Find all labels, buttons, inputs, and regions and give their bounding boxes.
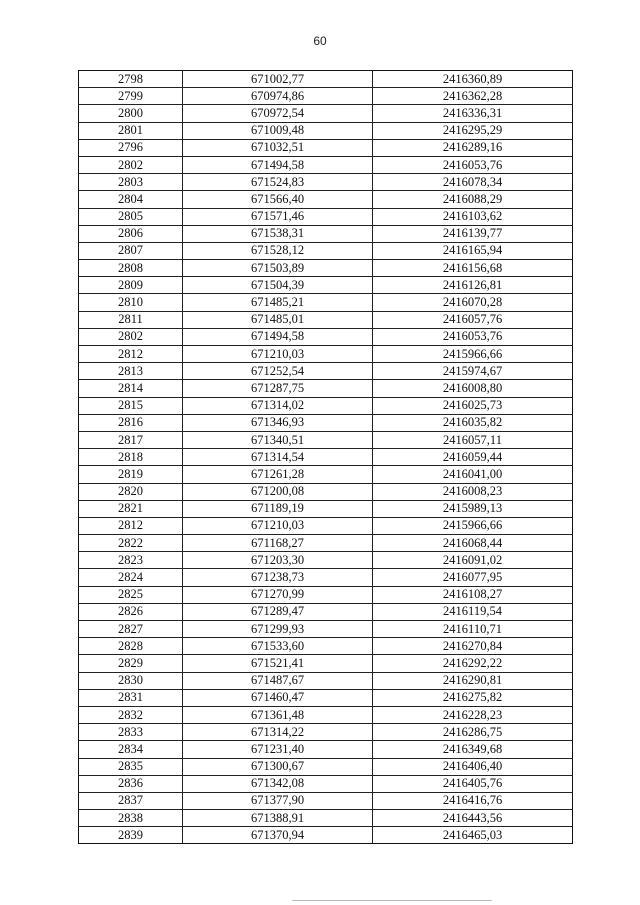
table-row (79, 380, 573, 397)
point-number-cell: 2836 (79, 775, 183, 792)
point-number-cell: 2835 (79, 758, 183, 775)
table-row (79, 741, 573, 758)
table-row (79, 689, 573, 706)
y-coordinate-cell: 2416057,11 (373, 431, 573, 448)
y-coordinate-cell: 2416091,02 (373, 552, 573, 569)
point-number-cell: 2837 (79, 792, 183, 809)
x-coordinate-cell: 671524,83 (183, 174, 373, 191)
table-row (79, 552, 573, 569)
y-coordinate-cell: 2416289,16 (373, 139, 573, 156)
x-coordinate-cell: 671521,41 (183, 655, 373, 672)
x-coordinate-cell: 671238,73 (183, 569, 373, 586)
y-coordinate-cell: 2416228,23 (373, 706, 573, 723)
y-coordinate-cell: 2416443,56 (373, 810, 573, 827)
point-number-cell: 2799 (79, 88, 183, 105)
x-coordinate-cell: 671494,58 (183, 328, 373, 345)
x-coordinate-cell: 671504,39 (183, 277, 373, 294)
table-row (79, 208, 573, 225)
point-number-cell: 2825 (79, 586, 183, 603)
y-coordinate-cell: 2416275,82 (373, 689, 573, 706)
x-coordinate-cell: 671300,67 (183, 758, 373, 775)
y-coordinate-cell: 2416126,81 (373, 277, 573, 294)
point-number-cell: 2811 (79, 311, 183, 328)
y-coordinate-cell: 2416290,81 (373, 672, 573, 689)
y-coordinate-cell: 2416360,89 (373, 71, 573, 88)
table-row (79, 174, 573, 191)
x-coordinate-cell: 671388,91 (183, 810, 373, 827)
x-coordinate-cell: 670974,86 (183, 88, 373, 105)
table-row (79, 621, 573, 638)
point-number-cell: 2832 (79, 706, 183, 723)
point-number-cell: 2803 (79, 174, 183, 191)
x-coordinate-cell: 671261,28 (183, 466, 373, 483)
point-number-cell: 2810 (79, 294, 183, 311)
table-row (79, 655, 573, 672)
x-coordinate-cell: 671002,77 (183, 71, 373, 88)
point-number-cell: 2814 (79, 380, 183, 397)
table-row (79, 122, 573, 139)
page-number: 60 (313, 34, 327, 48)
point-number-cell: 2812 (79, 517, 183, 534)
table-row (79, 500, 573, 517)
x-coordinate-cell: 671533,60 (183, 638, 373, 655)
y-coordinate-cell: 2416041,00 (373, 466, 573, 483)
point-number-cell: 2829 (79, 655, 183, 672)
x-coordinate-cell: 671009,48 (183, 122, 373, 139)
x-coordinate-cell: 671342,08 (183, 775, 373, 792)
y-coordinate-cell: 2416465,03 (373, 827, 573, 844)
table-row (79, 810, 573, 827)
y-coordinate-cell: 2416286,75 (373, 724, 573, 741)
table-row (79, 139, 573, 156)
x-coordinate-cell: 671494,58 (183, 156, 373, 173)
table-row (79, 517, 573, 534)
x-coordinate-cell: 671287,75 (183, 380, 373, 397)
point-number-cell: 2813 (79, 363, 183, 380)
x-coordinate-cell: 671314,02 (183, 397, 373, 414)
x-coordinate-cell: 671231,40 (183, 741, 373, 758)
x-coordinate-cell: 671566,40 (183, 191, 373, 208)
point-number-cell: 2805 (79, 208, 183, 225)
point-number-cell: 2802 (79, 328, 183, 345)
x-coordinate-cell: 671210,03 (183, 517, 373, 534)
coordinates-table-body (79, 71, 573, 844)
y-coordinate-cell: 2416008,80 (373, 380, 573, 397)
y-coordinate-cell: 2416059,44 (373, 449, 573, 466)
x-coordinate-cell: 671210,03 (183, 346, 373, 363)
y-coordinate-cell: 2416108,27 (373, 586, 573, 603)
table-row (79, 105, 573, 122)
y-coordinate-cell: 2416336,31 (373, 105, 573, 122)
y-coordinate-cell: 2416077,95 (373, 569, 573, 586)
x-coordinate-cell: 671270,99 (183, 586, 373, 603)
coordinates-table (78, 70, 573, 844)
point-number-cell: 2824 (79, 569, 183, 586)
table-row (79, 431, 573, 448)
point-number-cell: 2802 (79, 156, 183, 173)
point-number-cell: 2821 (79, 500, 183, 517)
y-coordinate-cell: 2416035,82 (373, 414, 573, 431)
table-row (79, 586, 573, 603)
table-row (79, 775, 573, 792)
x-coordinate-cell: 671032,51 (183, 139, 373, 156)
point-number-cell: 2816 (79, 414, 183, 431)
x-coordinate-cell: 671538,31 (183, 225, 373, 242)
y-coordinate-cell: 2416053,76 (373, 328, 573, 345)
point-number-cell: 2809 (79, 277, 183, 294)
y-coordinate-cell: 2416349,68 (373, 741, 573, 758)
x-coordinate-cell: 671571,46 (183, 208, 373, 225)
table-row (79, 603, 573, 620)
point-number-cell: 2804 (79, 191, 183, 208)
y-coordinate-cell: 2415966,66 (373, 346, 573, 363)
table-row (79, 328, 573, 345)
table-row (79, 672, 573, 689)
y-coordinate-cell: 2415989,13 (373, 500, 573, 517)
x-coordinate-cell: 671189,19 (183, 500, 373, 517)
y-coordinate-cell: 2416416,76 (373, 792, 573, 809)
x-coordinate-cell: 671299,93 (183, 621, 373, 638)
point-number-cell: 2833 (79, 724, 183, 741)
table-row (79, 569, 573, 586)
point-number-cell: 2801 (79, 122, 183, 139)
y-coordinate-cell: 2416270,84 (373, 638, 573, 655)
table-row (79, 449, 573, 466)
point-number-cell: 2808 (79, 260, 183, 277)
table-row (79, 706, 573, 723)
y-coordinate-cell: 2416078,34 (373, 174, 573, 191)
x-coordinate-cell: 671485,21 (183, 294, 373, 311)
point-number-cell: 2822 (79, 535, 183, 552)
y-coordinate-cell: 2416362,28 (373, 88, 573, 105)
point-number-cell: 2831 (79, 689, 183, 706)
y-coordinate-cell: 2416025,73 (373, 397, 573, 414)
y-coordinate-cell: 2416165,94 (373, 242, 573, 259)
table-row (79, 827, 573, 844)
table-row (79, 242, 573, 259)
table-row (79, 260, 573, 277)
y-coordinate-cell: 2415966,66 (373, 517, 573, 534)
x-coordinate-cell: 671361,48 (183, 706, 373, 723)
point-number-cell: 2800 (79, 105, 183, 122)
x-coordinate-cell: 671377,90 (183, 792, 373, 809)
point-number-cell: 2818 (79, 449, 183, 466)
table-row (79, 346, 573, 363)
point-number-cell: 2830 (79, 672, 183, 689)
x-coordinate-cell: 671528,12 (183, 242, 373, 259)
table-row (79, 311, 573, 328)
x-coordinate-cell: 670972,54 (183, 105, 373, 122)
y-coordinate-cell: 2415974,67 (373, 363, 573, 380)
x-coordinate-cell: 671370,94 (183, 827, 373, 844)
y-coordinate-cell: 2416110,71 (373, 621, 573, 638)
y-coordinate-cell: 2416119,54 (373, 603, 573, 620)
x-coordinate-cell: 671460,47 (183, 689, 373, 706)
y-coordinate-cell: 2416070,28 (373, 294, 573, 311)
point-number-cell: 2838 (79, 810, 183, 827)
table-row (79, 638, 573, 655)
x-coordinate-cell: 671314,22 (183, 724, 373, 741)
table-row (79, 277, 573, 294)
y-coordinate-cell: 2416139,77 (373, 225, 573, 242)
table-row (79, 466, 573, 483)
y-coordinate-cell: 2416068,44 (373, 535, 573, 552)
y-coordinate-cell: 2416406,40 (373, 758, 573, 775)
x-coordinate-cell: 671252,54 (183, 363, 373, 380)
y-coordinate-cell: 2416088,29 (373, 191, 573, 208)
point-number-cell: 2823 (79, 552, 183, 569)
point-number-cell: 2807 (79, 242, 183, 259)
table-row (79, 483, 573, 500)
x-coordinate-cell: 671203,30 (183, 552, 373, 569)
table-row (79, 724, 573, 741)
point-number-cell: 2817 (79, 431, 183, 448)
x-coordinate-cell: 671346,93 (183, 414, 373, 431)
y-coordinate-cell: 2416008,23 (373, 483, 573, 500)
x-coordinate-cell: 671503,89 (183, 260, 373, 277)
x-coordinate-cell: 671200,08 (183, 483, 373, 500)
table-row (79, 535, 573, 552)
table-row (79, 191, 573, 208)
y-coordinate-cell: 2416057,76 (373, 311, 573, 328)
y-coordinate-cell: 2416405,76 (373, 775, 573, 792)
x-coordinate-cell: 671289,47 (183, 603, 373, 620)
table-row (79, 71, 573, 88)
point-number-cell: 2815 (79, 397, 183, 414)
x-coordinate-cell: 671168,27 (183, 535, 373, 552)
point-number-cell: 2812 (79, 346, 183, 363)
point-number-cell: 2839 (79, 827, 183, 844)
table-row (79, 792, 573, 809)
table-row (79, 758, 573, 775)
x-coordinate-cell: 671340,51 (183, 431, 373, 448)
x-coordinate-cell: 671485,01 (183, 311, 373, 328)
scan-edge-line (292, 900, 492, 901)
x-coordinate-cell: 671314,54 (183, 449, 373, 466)
x-coordinate-cell: 671487,67 (183, 672, 373, 689)
table-row (79, 363, 573, 380)
point-number-cell: 2819 (79, 466, 183, 483)
y-coordinate-cell: 2416103,62 (373, 208, 573, 225)
table-row (79, 225, 573, 242)
point-number-cell: 2827 (79, 621, 183, 638)
point-number-cell: 2798 (79, 71, 183, 88)
point-number-cell: 2828 (79, 638, 183, 655)
point-number-cell: 2806 (79, 225, 183, 242)
y-coordinate-cell: 2416156,68 (373, 260, 573, 277)
point-number-cell: 2820 (79, 483, 183, 500)
point-number-cell: 2834 (79, 741, 183, 758)
table-row (79, 156, 573, 173)
point-number-cell: 2796 (79, 139, 183, 156)
y-coordinate-cell: 2416295,29 (373, 122, 573, 139)
y-coordinate-cell: 2416292,22 (373, 655, 573, 672)
table-row (79, 414, 573, 431)
point-number-cell: 2826 (79, 603, 183, 620)
table-row (79, 294, 573, 311)
table-row (79, 397, 573, 414)
y-coordinate-cell: 2416053,76 (373, 156, 573, 173)
table-row (79, 88, 573, 105)
